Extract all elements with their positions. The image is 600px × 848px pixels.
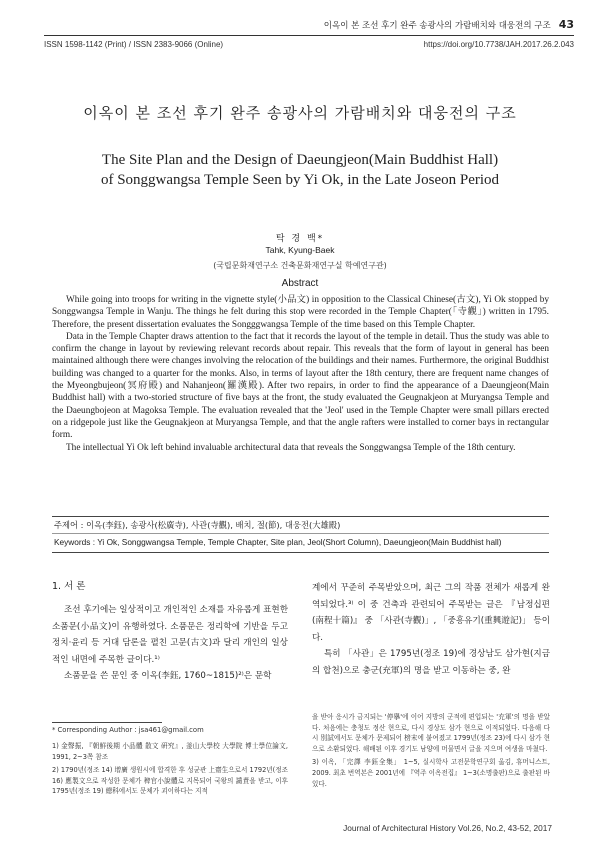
abstract-paragraph: While going into troops for writing in the vignette style(小品文) in opposition to the Classical Chinese(古文), Yi Ok stopped by Songgwangsa Temple in Wanju. The things he felt during this stop were recorded in the Temple Chapter(「寺觀」) written in 1795. Therefore, the present dissertation evaluates the Songggwangsa Temple of the time based on this Temple Chapter. [52, 295, 549, 330]
corresponding-author: * Corresponding Author : jsa461@gmail.com [52, 726, 204, 734]
keywords-rule [52, 516, 549, 517]
body-paragraph: 조선 후기에는 일상적이고 개인적인 소재를 자유롭게 표현한 소품문(小品文)이 유행하였다. 소품문은 정리학에 기반을 두고 정치·윤리 등 거대 담론을 펼친 고문(古文)과 달리 개인의 일상적인 내면에 주목한 글이다.¹⁾ [52, 605, 288, 665]
abstract-paragraph: Data in the Temple Chapter draws attention to the fact that it records the layout of the temple in detail. Thus the study was able to confirm the change in layout by reviewing relevant records about repair. This reveals that the form of layout in general has been maintained although there were changes involving the relocation of the buildings and their names. Furthermore, the original Buddhist building was changed to a quarter for the monks. Also, in terms of layout after the 18th century, there are frequent name changes of the Myeongbujeon(冥府殿) and Nahanjeon(羅漢殿). After two repairs, in order to find the appearance of a Daeungjeon(Main Buddhist hall) with a two-storied structure of five bays at the front, the study evaluated the Geugnakjeon at Muryangsa Temple and the Daeungbojeon at Magoksa Temple. The evaluation revealed that the 'Jeol' used in the Temple Chapter were small pillars erected on a ridgepole just like the Geugnakjeon at Muryangsa Temple, and that the angle rafters were installed to corner bays in rectangular form. [52, 331, 549, 441]
footnote: 2) 1790년(정조 14) 增廣 생원시에 합격한 후 성균관 上齋生으로서 1792년(정조 16) 應製文으로 작성한 문체가 稗官小說體로 지목되어 국왕의 譴責을 받고, 이후 1795년(정조 19) 總科에서도 문체가 괴이하다는 지적 [52, 766, 288, 796]
keywords-rule [52, 552, 549, 553]
english-title-line: of Songgwangsa Temple Seen by Yi Ok, in the Late Joseon Period [100, 172, 500, 188]
author-affiliation: (국립문화재연구소 건축문화재연구실 학예연구관) [213, 261, 387, 270]
abstract-heading: Abstract [281, 278, 319, 289]
body-paragraph: 계에서 꾸준히 주목받았으며, 최근 그의 작품 전체가 새롭게 완역되었다.³⁾ 이 중 건축과 관련되어 주목받는 글은 『남정십편(南程十篇)』 중 「사관(寺觀)」, 「중흥유기(重興遊記)」 등이다. [312, 583, 550, 643]
footnote-rule [52, 722, 162, 723]
keywords-divider [52, 533, 549, 534]
journal-footer: Journal of Architectural History Vol.26, No.2, 43-52, 2017 [343, 823, 552, 833]
author-korean: 탁 경 백* [275, 234, 325, 244]
footnote: 3) 이옥, 「完譯 李鈺全集」 1~5, 실시학사 고전문학연구회 옮김, 휴머니스트, 2009. 최초 번역본은 2001년에 『역주 이옥전집』 1~3(소명출판)으로 출판된 바 있다. [312, 758, 550, 788]
section-heading: 1. 서 론 [52, 581, 86, 592]
footnotes-left [52, 741, 288, 800]
running-head [324, 18, 574, 31]
footnotes-right [312, 712, 550, 792]
english-title [0, 150, 600, 190]
issn-line: ISSN 1598-1142 (Print) / ISSN 2383-9066 (Online) [44, 40, 224, 49]
abstract-paragraph: The intellectual Yi Ok left behind invaluable architectural data that reveals the Songgwangsa Temple of the 18th century. [66, 442, 516, 453]
body-paragraph: 특히 「사관」은 1795년(정조 19)에 경상남도 삼가현(지금의 합천)으로 충군(充軍)의 명을 받고 이동하는 중, 완 [312, 649, 550, 676]
english-title-line: The Site Plan and the Design of Daeungjeon(Main Buddhist Hall) [101, 152, 499, 168]
body-column-left [52, 602, 288, 685]
footnote: 1) 金聲振, 『朝鮮後期 小品體 散文 硏究』, 釜山大學校 大學院 博士學位論文, 1991, 2~3쪽 참조 [52, 742, 288, 761]
header-rule [44, 35, 574, 36]
abstract-body [52, 294, 549, 454]
doi-link[interactable]: https://doi.org/10.7738/JAH.2017.26.2.043 [423, 40, 574, 49]
korean-title: 이옥이 본 조선 후기 완주 송광사의 가람배치와 대웅전의 구조 [83, 104, 517, 122]
body-column-right [312, 580, 550, 679]
author-english: Tahk, Kyung-Baek [265, 245, 335, 255]
body-paragraph: 소품문을 쓴 문인 중 이옥(李鈺, 1760~1815)²⁾은 문학 [64, 671, 272, 681]
running-head-title: 이옥이 본 조선 후기 완주 송광사의 가람배치와 대웅전의 구조 [323, 20, 551, 31]
footnote: 을 받아 응시가 금지되는 '停擧'에 이어 지방의 군적에 편입되는 '充軍'의 명을 받았다. 처음에는 충청도 정산 현으로, 다시 경상도 삼가 현으로 이적되었다. 다음해 다시 別試에서도 문체가 문제되어 榜末에 붙여졌고 1799년(정조 23)에 다시 삼가 현으로 소환되었다. 해배된 이후 경기도 남양에 머물면서 글을 지으며 여생을 마쳤다. [312, 713, 550, 753]
keywords-english: Keywords : Yi Ok, Songgwangsa Temple, Temple Chapter, Site plan, Jeol(Short Column), Daeungjeon(Main Buddhist hall) [54, 537, 502, 547]
page-number: 43 [558, 18, 574, 31]
keywords-korean: 주제어 : 이옥(李鈺), 송광사(松廣寺), 사관(寺觀), 배치, 절(節), 대웅전(大雄殿) [54, 520, 341, 530]
